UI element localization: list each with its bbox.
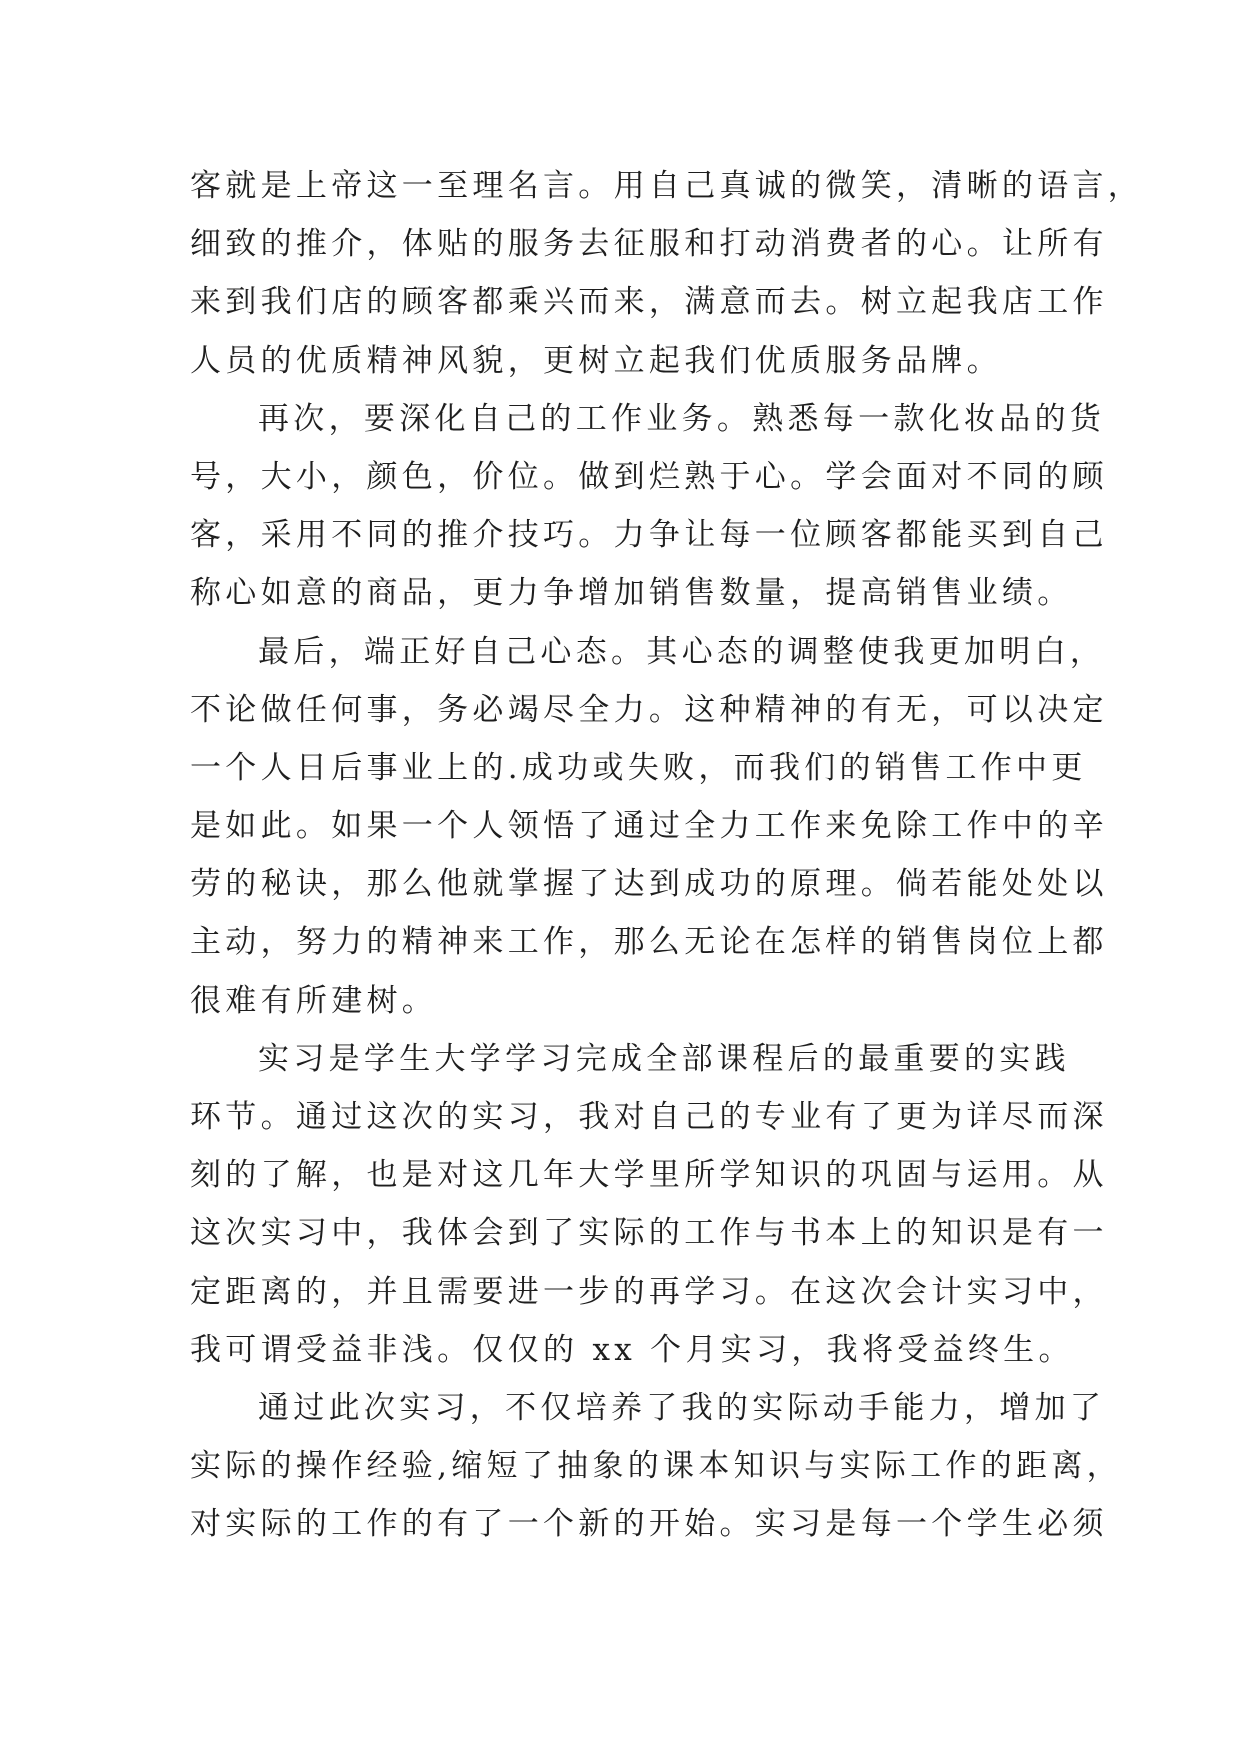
text-line: 环节。通过这次的实习，我对自己的专业有了更为详尽而深 bbox=[190, 1099, 1108, 1135]
text-line: 很难有所建树。 bbox=[190, 982, 438, 1019]
text-line: 我可谓受益非浅。仅仅的 xx 个月实习，我将受益终生。 bbox=[190, 1331, 1074, 1368]
text-line: 称心如意的商品，更力争增加销售数量，提高销售业绩。 bbox=[190, 575, 1073, 612]
text-line: 一个人日后事业上的.成功或失败，而我们的销售工作中更 bbox=[190, 749, 1087, 786]
text-line: 刻的了解，也是对这几年大学里所学知识的巩固与运用。从 bbox=[190, 1157, 1108, 1194]
text-line: 人员的优质精神风貌，更树立起我们优质服务品牌。 bbox=[190, 342, 1002, 379]
text-line: 实际的操作经验,缩短了抽象的课本知识与实际工作的距离， bbox=[190, 1448, 1122, 1485]
text-line: 这次实习中，我体会到了实际的工作与书本上的知识是有一 bbox=[190, 1215, 1108, 1252]
text-line: 号，大小，颜色，价位。做到烂熟于心。学会面对不同的顾 bbox=[190, 458, 1108, 495]
text-line: 实习是学生大学学习完成全部课程后的最重要的实践 bbox=[258, 1040, 1070, 1077]
text-line: 定距离的，并且需要进一步的再学习。在这次会计实习中， bbox=[190, 1273, 1108, 1310]
text-line: 劳的秘诀，那么他就掌握了达到成功的原理。倘若能处处以 bbox=[190, 866, 1108, 903]
text-line: 客就是上帝这一至理名言。用自己真诚的微笑，清晰的语言， bbox=[190, 168, 1144, 204]
text-line: 细致的推介，体贴的服务去征服和打动消费者的心。让所有 bbox=[190, 226, 1108, 263]
text-line: 主动，努力的精神来工作，那么无论在怎样的销售岗位上都 bbox=[190, 924, 1108, 961]
text-line: 不论做任何事，务必竭尽全力。这种精神的有无，可以决定 bbox=[190, 691, 1108, 728]
body-text bbox=[190, 157, 1144, 1554]
text-line: 来到我们店的顾客都乘兴而来，满意而去。树立起我店工作 bbox=[190, 284, 1108, 321]
text-line: 对实际的工作的有了一个新的开始。实习是每一个学生必须 bbox=[190, 1506, 1108, 1543]
text-line: 是如此。如果一个人领悟了通过全力工作来免除工作中的辛 bbox=[190, 808, 1108, 845]
text-line: 通过此次实习，不仅培养了我的实际动手能力，增加了 bbox=[258, 1389, 1106, 1426]
text-line: 再次，要深化自己的工作业务。熟悉每一款化妆品的货 bbox=[258, 400, 1106, 437]
text-line: 客，采用不同的推介技巧。力争让每一位顾客都能买到自己 bbox=[190, 517, 1108, 554]
text-line: 最后，端正好自己心态。其心态的调整使我更加明白， bbox=[258, 633, 1106, 670]
